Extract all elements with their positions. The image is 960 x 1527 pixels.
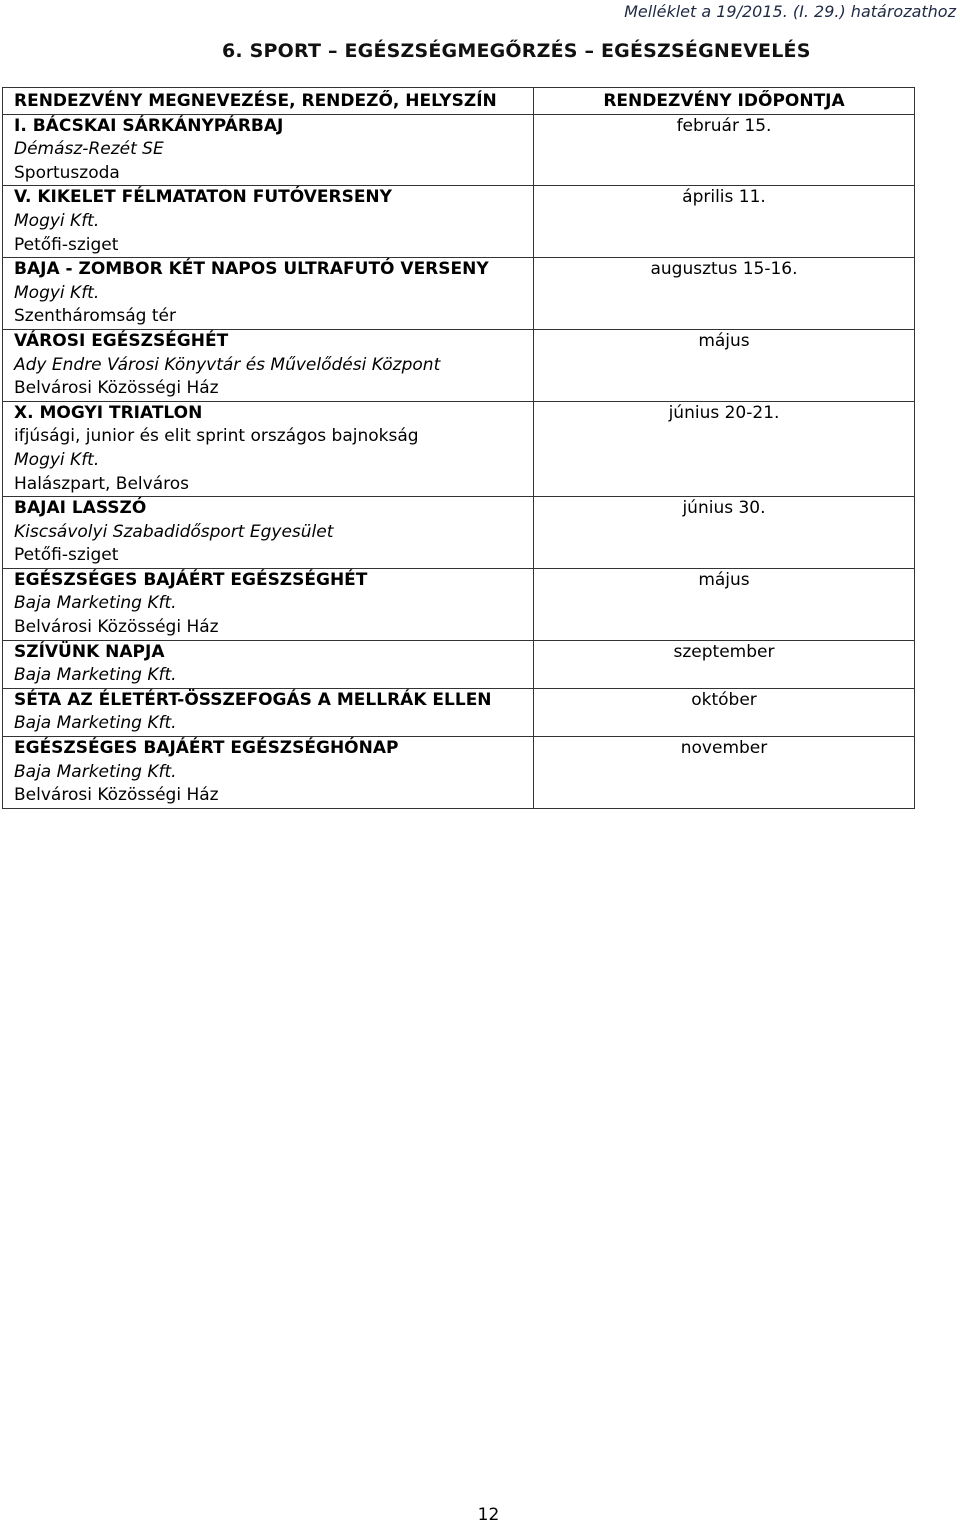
event-cell <box>3 329 534 401</box>
event-organizer: Démász-Rezét SE <box>14 139 164 160</box>
event-cell <box>3 258 534 330</box>
event-name: BAJAI LASSZÓ <box>14 498 147 519</box>
table-row <box>3 258 915 330</box>
table-row <box>3 497 915 569</box>
event-venue: Petőfi-sziget <box>14 545 119 566</box>
table-row <box>3 640 915 688</box>
event-venue: Belvárosi Közösségi Ház <box>14 617 219 638</box>
event-organizer: Kiscsávolyi Szabadidősport Egyesület <box>14 521 334 542</box>
event-cell <box>3 640 534 688</box>
event-name: BAJA - ZOMBOR KÉT NAPOS ULTRAFUTÓ VERSENY <box>14 259 489 280</box>
event-cell <box>3 568 534 640</box>
event-date: május <box>534 329 915 401</box>
event-venue: Szentháromság tér <box>14 306 176 327</box>
event-name: EGÉSZSÉGES BAJÁÉRT EGÉSZSÉGHÓNAP <box>14 738 399 759</box>
event-organizer: Mogyi Kft. <box>14 210 100 231</box>
table-row <box>3 114 915 186</box>
events-table <box>2 87 915 809</box>
event-venue: Belvárosi Közösségi Ház <box>14 785 219 806</box>
event-date: augusztus 15-16. <box>534 258 915 330</box>
event-organizer: Baja Marketing Kft. <box>14 713 177 734</box>
event-organizer: Mogyi Kft. <box>14 449 100 470</box>
event-name: EGÉSZSÉGES BAJÁÉRT EGÉSZSÉGHÉT <box>14 569 368 590</box>
event-cell <box>3 401 534 496</box>
table-row <box>3 401 915 496</box>
event-date: október <box>534 688 915 736</box>
table-row <box>3 737 915 809</box>
event-subtitle: ifjúsági, junior és elit sprint országos bajnokság <box>14 426 419 447</box>
event-venue: Petőfi-sziget <box>14 234 119 255</box>
column-header-date: RENDEZVÉNY IDŐPONTJA <box>534 88 915 115</box>
event-date: szeptember <box>534 640 915 688</box>
event-cell <box>3 114 534 186</box>
event-date: június 30. <box>534 497 915 569</box>
event-organizer: Ady Endre Városi Könyvtár és Művelődési Központ <box>14 354 441 375</box>
event-organizer: Baja Marketing Kft. <box>14 761 177 782</box>
event-date: június 20-21. <box>534 401 915 496</box>
event-name: VÁROSI EGÉSZSÉGHÉT <box>14 330 229 351</box>
event-venue: Halászpart, Belváros <box>14 473 189 494</box>
annex-note: Melléklet a 19/2015. (I. 29.) határozathoz <box>624 2 956 21</box>
section-title: 6. SPORT – EGÉSZSÉGMEGŐRZÉS – EGÉSZSÉGNEVELÉS <box>222 40 811 62</box>
table-row <box>3 186 915 258</box>
event-date: február 15. <box>534 114 915 186</box>
event-name: V. KIKELET FÉLMATATON FUTÓVERSENY <box>14 187 392 208</box>
event-organizer: Baja Marketing Kft. <box>14 665 177 686</box>
event-name: SZÍVÜNK NAPJA <box>14 641 165 662</box>
event-venue: Sportuszoda <box>14 162 120 183</box>
event-organizer: Mogyi Kft. <box>14 282 100 303</box>
table-row <box>3 568 915 640</box>
event-date: november <box>534 737 915 809</box>
table-header-row <box>3 88 915 115</box>
event-cell <box>3 688 534 736</box>
event-organizer: Baja Marketing Kft. <box>14 593 177 614</box>
event-name: SÉTA AZ ÉLETÉRT-ÖSSZEFOGÁS A MELLRÁK ELLEN <box>14 689 492 710</box>
column-header-event: RENDEZVÉNY MEGNEVEZÉSE, RENDEZŐ, HELYSZÍN <box>3 88 534 115</box>
event-cell <box>3 737 534 809</box>
table-row <box>3 688 915 736</box>
event-date: április 11. <box>534 186 915 258</box>
event-cell <box>3 186 534 258</box>
event-name: X. MOGYI TRIATLON <box>14 402 203 423</box>
page-number: 12 <box>477 1505 500 1525</box>
event-venue: Belvárosi Közösségi Ház <box>14 378 219 399</box>
event-date: május <box>534 568 915 640</box>
table-row <box>3 329 915 401</box>
event-cell <box>3 497 534 569</box>
event-name: I. BÁCSKAI SÁRKÁNYPÁRBAJ <box>14 115 284 136</box>
